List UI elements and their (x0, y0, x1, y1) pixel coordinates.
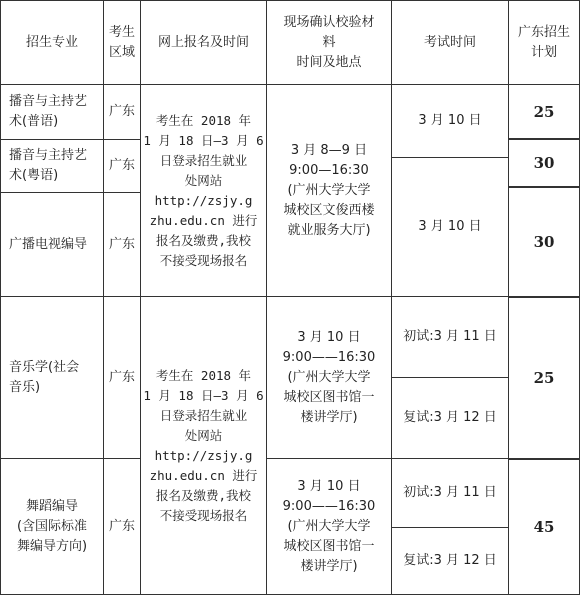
exam-time-retest-row-4: 复试:3 月 12 日 (391, 377, 509, 459)
exam-time-preliminary-row-5: 初试:3 月 11 日 (391, 458, 509, 528)
exam-time-cell-1: 3 月 10 日 (391, 84, 509, 158)
exam-time-preliminary-row-4: 初试:3 月 11 日 (391, 296, 509, 378)
region-cell-1: 广东 (103, 84, 141, 140)
major-cell-2: 播音与主持艺 术(粤语) (0, 139, 104, 193)
plan-cell-3: 30 (508, 186, 580, 297)
onsite-confirmation-row-5: 3 月 10 日 9:00——16:30 (广州大学大学 城校区图书馆一 楼讲学厅) (266, 458, 392, 595)
region-cell-4: 广东 (103, 296, 141, 459)
exam-time-cell-3: 3 月 10 日 (391, 157, 509, 297)
online-registration-group-1: 考生在 2018 年 1 月 18 日—3 月 6 日登录招生就业 处网站 http://zsjy.g zhu.edu.cn 进行 报名及缴费,我校 不接受现场报名 (140, 84, 267, 297)
header-onsite-confirmation: 现场确认校验材 料 时间及地点 (266, 0, 392, 85)
region-cell-3: 广东 (103, 192, 141, 297)
plan-cell-4: 25 (508, 296, 580, 459)
onsite-confirmation-group-1: 3 月 8—9 日 9:00—16:30 (广州大学大学 城校区文俊西楼 就业服务大厅) (266, 84, 392, 297)
exam-time-retest-row-5: 复试:3 月 12 日 (391, 527, 509, 595)
region-cell-2: 广东 (103, 139, 141, 193)
onsite-confirmation-row-4: 3 月 10 日 9:00——16:30 (广州大学大学 城校区图书馆一 楼讲学厅) (266, 296, 392, 459)
plan-cell-1: 25 (508, 84, 580, 140)
region-cell-5: 广东 (103, 458, 141, 595)
header-online-registration: 网上报名及时间 (140, 0, 267, 85)
major-cell-5: 舞蹈编导 (含国际标准 舞编导方向) (0, 458, 104, 595)
major-cell-3: 广播电视编导 (0, 192, 104, 297)
plan-cell-2: 30 (508, 139, 580, 187)
header-exam-time: 考试时间 (391, 0, 509, 85)
header-enrollment-plan: 广东招生 计划 (508, 0, 580, 85)
header-region: 考生 区域 (103, 0, 141, 85)
major-cell-1: 播音与主持艺 术(普语) (0, 84, 104, 140)
online-registration-group-2: 考生在 2018 年 1 月 18 日—3 月 6 日登录招生就业 处网站 http://zsjy.g zhu.edu.cn 进行 报名及缴费,我校 不接受现场报名 (140, 296, 267, 595)
plan-cell-5: 45 (508, 458, 580, 595)
header-major: 招生专业 (0, 0, 104, 85)
major-cell-4: 音乐学(社会 音乐) (0, 296, 104, 459)
